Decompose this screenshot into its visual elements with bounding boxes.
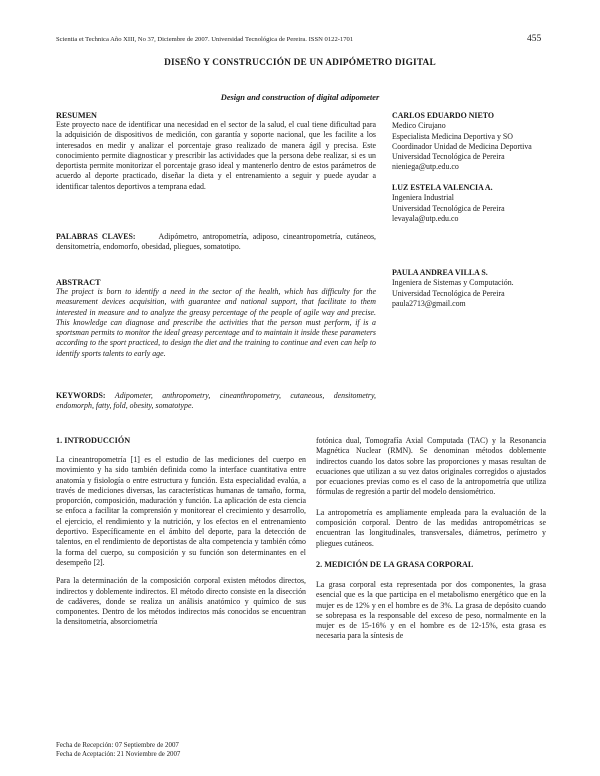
author-2 (392, 183, 542, 224)
resumen-text: Este proyecto nace de identificar una necesidad en el sector de la salud, el cual tiene dificultad para la adquisición de dispositivos de medición, con garantía y soporte nacional, que les facilite a los interesados en medir y analizar el porcentaje graso realizado de manera ágil y precisa. Este conocimiento permite diagnosticar y prescribir las actividades que la persona debe realizar, si es un deportista permite monitorizar el porcentaje graso ideal y mantenerlo dentro de estos parámetros de acuerdo al deporte practicado, diseñar la dieta y el entrenamiento a seguir y puede ayudar a identificar talentos deportivos a temprana edad. (56, 120, 376, 191)
author-2-name: LUZ ESTELA VALENCIA A. (392, 183, 493, 192)
author-3-line: Universidad Tecnológica de Pereira (392, 288, 505, 298)
author-1-line: Especialista Medicina Deportiva y SO (392, 131, 513, 141)
author-1-email[interactable]: nieniega@utp.edu.co (392, 162, 459, 172)
keywords-section (56, 391, 376, 412)
right-paragraph-2: La antropometría es ampliamente empleada para la evaluación de la composición corporal. Dentro de las medidas antropométricas se encuentran las longitudinales, transversales, diámetros, perímetro y pliegues cutáneos. (316, 507, 546, 548)
author-1-line: Coordinador Unidad de Medicina Deportiva (392, 141, 532, 151)
author-1 (392, 111, 542, 173)
intro-section (56, 436, 306, 628)
author-2-line: Universidad Tecnológica de Pereira (392, 203, 505, 213)
resumen-section (56, 111, 376, 192)
author-2-line: Ingeniera Industrial (392, 193, 455, 203)
author-2-email[interactable]: levayala@utp.edu.co (392, 213, 459, 223)
keywords-text: Adipometer, anthropometry, cineanthropometry, cutaneous, densitometry, endomorph, fatty, fold, obesity, somatotype. (56, 391, 376, 411)
intro-paragraph-1: La cineantropometría [1] es el estudio de las mediciones del cuerpo en movimiento y ha sido también definida como la interface cuantitativa entre anatomía y fisiología o entre estructura y función. Esta especialidad evalúa, a través de mediciones diversas, las características humanas de tamaño, forma, proporción, composición, maduración y función. La aplicación de esta ciencia se enfoca a facilitar la comprensión y monitorear el crecimiento y desarrollo, el ejercicio, el rendimiento y la nutrición, y los efectos en el entrenamiento deportivo. Específicamente en el ámbito del deporte, para la detección de talentos, en el rendimiento de deportistas de alta competencia y también cómo la forma del cuerpo, su composición y su función son determinantes en el desempeño [2]. (56, 455, 306, 567)
intro-paragraph-2: Para la determinación de la composición corporal existen métodos directos, indirectos y doblemente indirectos. El método directo consiste en la disección de cadáveres, donde se realiza un análisis anatómico y químico de sus componentes. Dentro de los métodos indirectos más conocidos se encuentran la densitometría, absorciometría (56, 576, 306, 627)
author-1-name: CARLOS EDUARDO NIETO (392, 111, 495, 120)
author-3-line: Ingeniera de Sistemas y Computación. (392, 278, 514, 288)
right-paragraph-3: La grasa corporal esta representada por dos componentes, la grasa esencial que es la que participa en el metabolismo energético que en la mujer es de 12% y en el hombre es de 3%. La grasa de depósito cuando se sobrepasa es la responsable del exceso de peso, normalmente en la mujer es de 15-16% y en el hombre es de 12-15%, esta grasa es necesaria para la síntesis de (316, 579, 546, 641)
right-body-column (316, 436, 546, 642)
author-3 (392, 268, 542, 309)
author-1-line: Medico Cirujano (392, 121, 446, 131)
author-1-line: Universidad Tecnológica de Pereira (392, 152, 505, 162)
right-paragraph-1: fotónica dual, Tomografía Axial Computada (TAC) y la Resonancia Magnética Nuclear (RMN). Se denominan métodos doblemente indirectos cuando los datos sobre las proporciones y masas resultan de ecuaciones que utilizan a su vez datos originales corregidos o ajustados por ecuaciones previas como es el caso de la antropometría que utiliza fórmulas de regresión a partir del modelo densiométrico. (316, 436, 546, 497)
author-3-name: PAULA ANDREA VILLA S. (392, 268, 488, 277)
resumen-heading: RESUMEN (56, 111, 97, 120)
author-3-email[interactable]: paula2713@gmail.com (392, 298, 466, 308)
palabras-claves-text: Adipómetro, antropometría, adiposo, cineantropometría, cutáneos, densitometría, endomorfo, obesidad, pliegues, somatotipo. (56, 232, 376, 252)
abstract-text: The project is born to identify a need in the sector of the health, which has difficulty for the measurement devices acquisition, with guarantee and national support, that facilitate to them interested in measure and to analyze the greasy percentage of the people of agile way and precise. This knowledge can diagnose and prescribe the activities that the person must perform, if is a sportsman permits to monitor the ideal greasy percentage and to maintain it inside these parameters according to the sport practiced, to design the diet and the training to continue and even can help to identify sports talents to early age. (56, 287, 376, 358)
abstract-section (56, 278, 376, 359)
keywords-label: KEYWORDS: (56, 391, 106, 400)
paper-subtitle: Design and construction of digital adipometer (220, 93, 380, 102)
intro-heading: 1. INTRODUCCIÓN (56, 436, 131, 445)
footnote (56, 741, 306, 759)
palabras-claves-label: PALABRAS CLAVES: (56, 232, 136, 241)
grasa-heading: 2. MEDICIÓN DE LA GRASA CORPORAL (316, 559, 474, 569)
page-number: 455 (527, 34, 542, 44)
fecha-aceptacion: Fecha de Aceptación: 21 Noviembre de 2007 (56, 751, 181, 759)
abstract-heading: ABSTRACT (56, 278, 101, 287)
palabras-claves-section (56, 232, 376, 253)
paper-title: DISEÑO Y CONSTRUCCIÓN DE UN ADIPÓMETRO DIGITAL (164, 58, 436, 68)
fecha-recepcion: Fecha de Recepción: 07 Septiembre de 2007 (56, 742, 179, 749)
journal-header: Scientia et Technica Año XIII, No 37, Diciembre de 2007. Universidad Tecnológica de Pereira. ISSN 0122-1701 (56, 36, 354, 43)
